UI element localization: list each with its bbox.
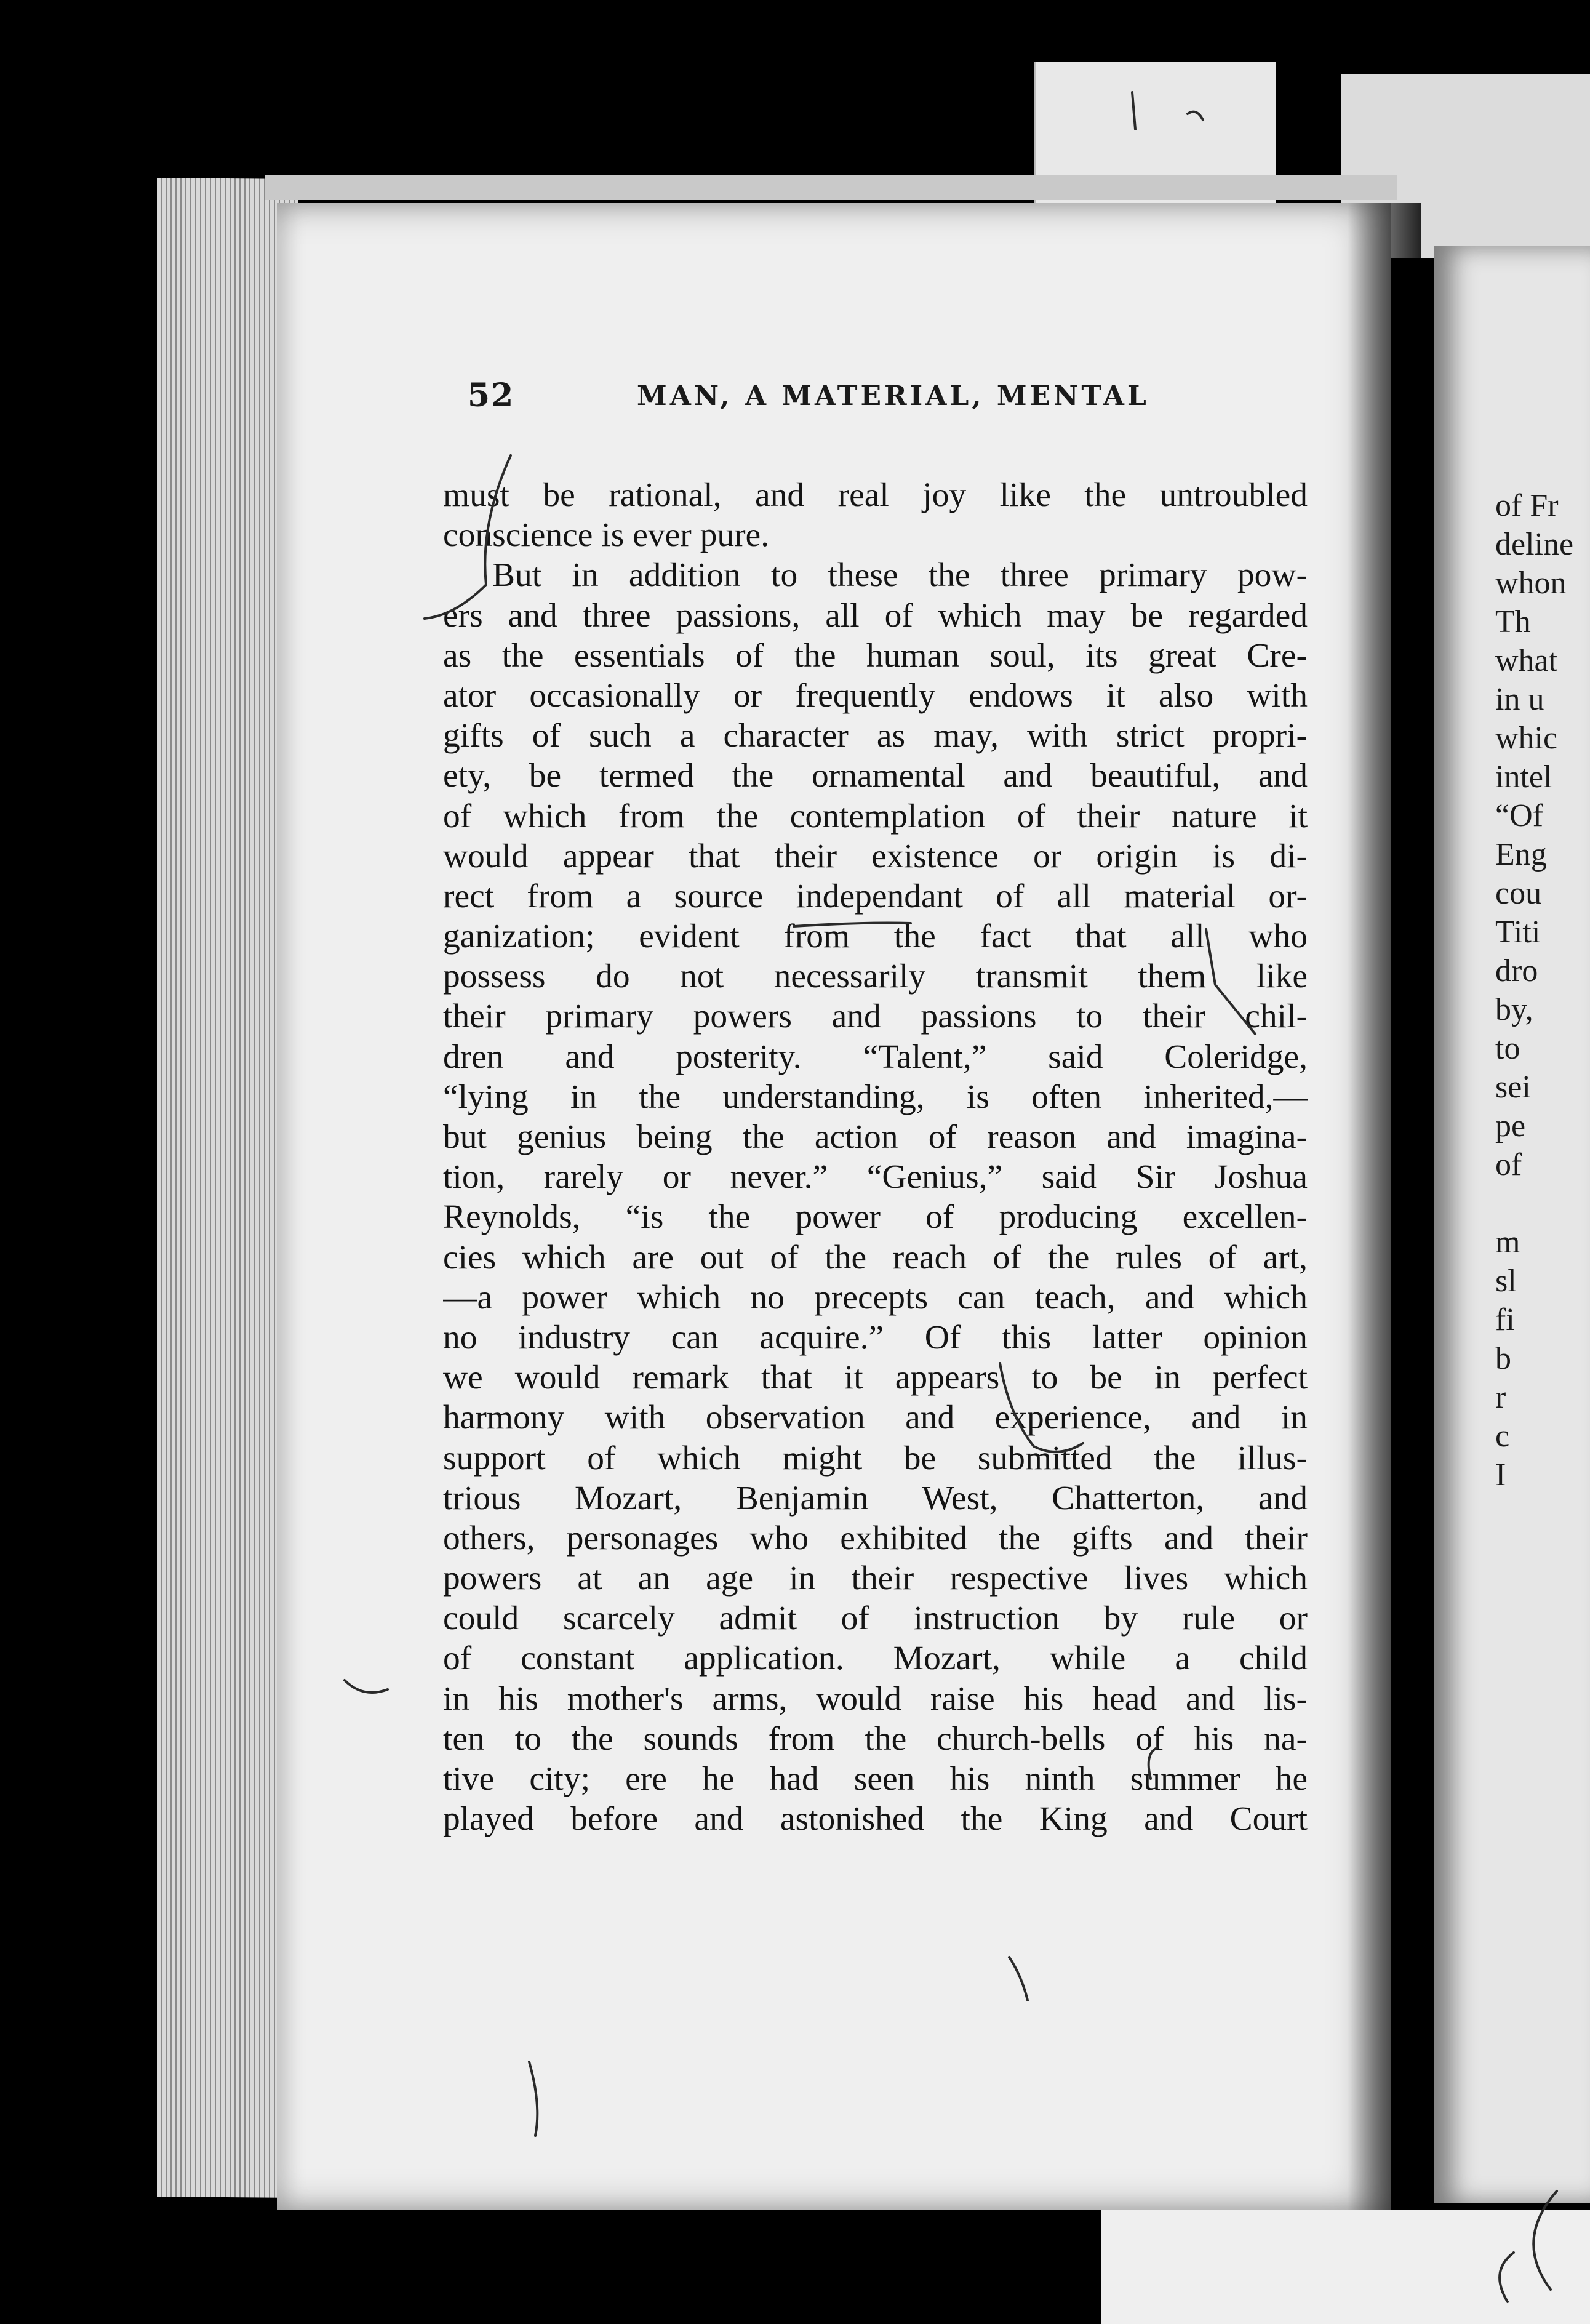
- text-line: must be rational, and real joy like the untroubled: [443, 476, 1308, 514]
- text-line: but genius being the action of reason and imagina-: [443, 1118, 1308, 1156]
- right-page-line: fi: [1495, 1302, 1515, 1337]
- text-line: could scarcely admit of instruction by rule or: [443, 1600, 1308, 1638]
- text-line: in his mother's arms, would raise his head and lis-: [443, 1680, 1308, 1718]
- right-page-line: in u: [1495, 682, 1544, 717]
- text-line: conscience is ever pure.: [443, 516, 770, 555]
- right-page-line: Titi: [1495, 915, 1541, 950]
- text-line: Reynolds, “is the power of producing excellen-: [443, 1198, 1308, 1236]
- right-page-line: Th: [1495, 604, 1531, 639]
- text-line: powers at an age in their respective lives which: [443, 1560, 1308, 1598]
- text-line: harmony with observation and experience, and in: [443, 1399, 1308, 1437]
- page-number: 52: [468, 377, 515, 414]
- right-page-line: Eng: [1495, 837, 1547, 872]
- right-page-line: r: [1495, 1380, 1506, 1415]
- text-line: trious Mozart, Benjamin West, Chatterton, and: [443, 1479, 1308, 1517]
- text-line: dren and posterity. “Talent,” said Coleridge,: [443, 1038, 1308, 1076]
- right-page-line: cou: [1495, 876, 1542, 911]
- running-title: MAN, A MATERIAL, MENTAL: [637, 380, 1149, 412]
- text-line: But in addition to these the three primary pow-: [492, 556, 1308, 595]
- text-line: —a power which no precepts can teach, and which: [443, 1278, 1308, 1316]
- right-page-line: whic: [1495, 721, 1558, 756]
- text-line: gifts of such a character as may, with strict propri-: [443, 717, 1308, 755]
- text-line: as the essentials of the human soul, its great Cre-: [443, 636, 1308, 675]
- right-page-line: deline: [1495, 527, 1574, 562]
- text-line: support of which might be submitted the illus-: [443, 1439, 1308, 1477]
- text-line: tive city; ere he had seen his ninth summer he: [443, 1760, 1308, 1798]
- text-line: others, personages who exhibited the gifts and their: [443, 1519, 1308, 1557]
- right-page-line: I: [1495, 1457, 1506, 1493]
- text-line: possess do not necessarily transmit them like: [443, 958, 1308, 996]
- text-line: no industry can acquire.” Of this latter opinion: [443, 1318, 1308, 1356]
- right-page-line: dro: [1495, 953, 1538, 988]
- text-line: tion, rarely or never.” “Genius,” said Sir Joshua: [443, 1158, 1308, 1196]
- right-page-line: whon: [1495, 566, 1567, 601]
- right-page-line: sei: [1495, 1070, 1531, 1105]
- text-line: ganization; evident from the fact that all who: [443, 918, 1308, 956]
- text-line: ten to the sounds from the church-bells of his na-: [443, 1720, 1308, 1758]
- right-page-line: of: [1495, 1147, 1522, 1182]
- right-page-line: intel: [1495, 759, 1552, 795]
- text-line: we would remark that it appears to be in perfect: [443, 1359, 1308, 1397]
- right-page-line: m: [1495, 1225, 1520, 1260]
- text-line: of constant application. Mozart, while a child: [443, 1640, 1308, 1678]
- body-text: [443, 475, 1308, 1839]
- running-header: [468, 377, 1329, 426]
- right-page-line: sl: [1495, 1264, 1517, 1299]
- right-page-line: pe: [1495, 1108, 1526, 1144]
- text-line: would appear that their existence or origin is di-: [443, 837, 1308, 875]
- text-line: ator occasionally or frequently endows it also with: [443, 676, 1308, 715]
- text-line: played before and astonished the King and Court: [443, 1800, 1308, 1838]
- text-line: “lying in the understanding, is often inherited,—: [443, 1078, 1308, 1116]
- text-line: ety, be termed the ornamental and beautiful, and: [443, 757, 1308, 795]
- book-top-edge: [265, 175, 1397, 200]
- right-page-line: [1495, 1184, 1590, 1223]
- right-page-line: b: [1495, 1341, 1511, 1376]
- right-page-line: “Of: [1495, 798, 1543, 833]
- right-page-line: what: [1495, 643, 1558, 678]
- right-page-line: by,: [1495, 992, 1533, 1027]
- right-page-line: c: [1495, 1419, 1510, 1454]
- right-page-text: [1495, 486, 1590, 1494]
- text-line: rect from a source independant of all material or-: [443, 877, 1308, 915]
- text-line: of which from the contemplation of their nature it: [443, 797, 1308, 835]
- gutter-shadow: [1348, 203, 1421, 2210]
- text-line: cies which are out of the reach of the rules of art,: [443, 1238, 1308, 1276]
- text-line: ers and three passions, all of which may be regarded: [443, 596, 1308, 635]
- text-line: their primary powers and passions to their chil-: [443, 998, 1308, 1036]
- right-page-line: to: [1495, 1031, 1520, 1066]
- right-page-line: of Fr: [1495, 488, 1559, 523]
- bottom-paper-strip: [1101, 2210, 1590, 2324]
